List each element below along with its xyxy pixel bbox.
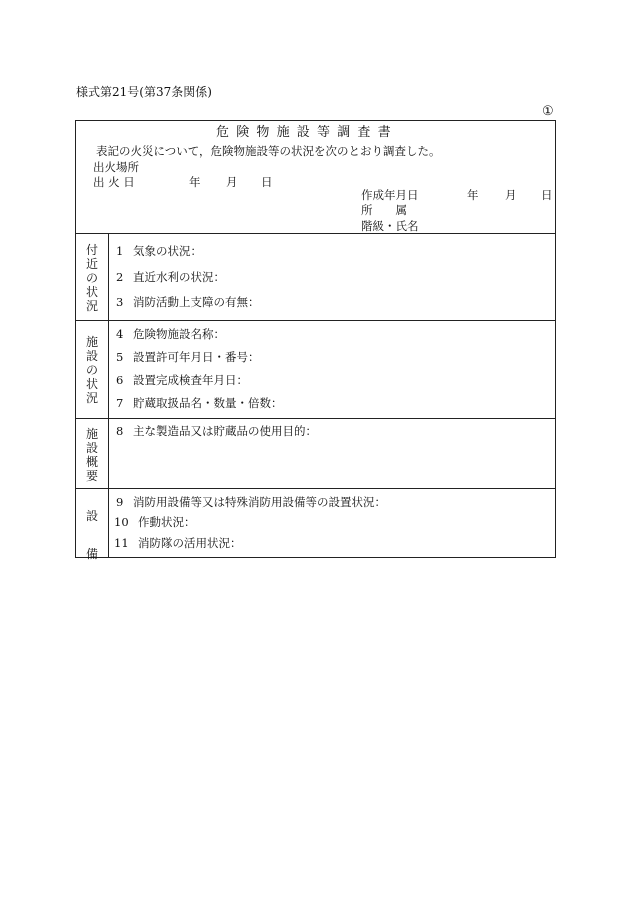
- item-storage-products: 貯蔵取扱品名・数量・倍数：: [133, 396, 283, 410]
- divider-section-1: [75, 320, 556, 321]
- fire-date-month: 月: [226, 175, 238, 189]
- item-obstruction: 消防活動上支障の有無：: [133, 295, 260, 309]
- item-number: 5: [116, 350, 124, 364]
- divider-header: [75, 233, 556, 234]
- item-water-source: 直近水利の状況：: [133, 270, 225, 284]
- item-number: 11: [114, 536, 129, 550]
- item-permit: 設置許可年月日・番号：: [133, 350, 260, 364]
- item-facility-name: 危険物施設名称：: [133, 327, 225, 341]
- item-number: 7: [116, 396, 124, 410]
- item-number: 8: [116, 424, 124, 438]
- item-number: 2: [116, 270, 124, 284]
- fire-date-year: 年: [189, 175, 201, 189]
- intro-text: 表記の火災について，危険物施設等の状況を次のとおり調査した。: [96, 144, 441, 158]
- item-number: 9: [116, 495, 124, 509]
- section-label-facility-status: 施 設 の 状 況: [85, 335, 98, 405]
- item-fire-brigade-usage: 消防隊の活用状況：: [138, 536, 242, 550]
- divider-section-2: [75, 418, 556, 419]
- created-date-year: 年: [467, 188, 479, 202]
- created-date-month: 月: [505, 188, 517, 202]
- page-marker: ①: [542, 104, 554, 119]
- fire-date-label: 出 火 日: [93, 175, 135, 189]
- form-number: 様式第21号(第37条関係): [76, 85, 212, 99]
- section-label-surroundings: 付 近 の 状 況: [85, 243, 98, 313]
- created-date-day: 日: [541, 188, 553, 202]
- item-number: 10: [114, 515, 129, 529]
- section-label-equipment: 設 備: [85, 509, 98, 561]
- item-number: 3: [116, 295, 124, 309]
- item-number: 1: [116, 244, 124, 258]
- created-date-label: 作成年月日: [361, 188, 419, 202]
- item-number: 4: [116, 327, 124, 341]
- item-fire-equipment: 消防用設備等又は特殊消防用設備等の設置状況：: [133, 495, 386, 509]
- item-usage-purpose: 主な製造品又は貯蔵品の使用目的：: [133, 424, 317, 438]
- affiliation-label: 所 属: [361, 203, 407, 217]
- item-operation-status: 作動状況：: [138, 515, 196, 529]
- label-column-divider: [108, 233, 109, 558]
- fire-location-label: 出火場所: [93, 160, 139, 174]
- section-label-facility-overview: 施 設 概 要: [85, 427, 98, 483]
- item-weather: 気象の状況：: [133, 244, 202, 258]
- rank-name-label: 階級・氏名: [361, 219, 419, 233]
- divider-section-3: [75, 488, 556, 489]
- form-title: 危険物施設等調査書: [216, 125, 398, 140]
- item-number: 6: [116, 373, 124, 387]
- fire-date-day: 日: [261, 175, 273, 189]
- item-inspection-date: 設置完成検査年月日：: [133, 373, 248, 387]
